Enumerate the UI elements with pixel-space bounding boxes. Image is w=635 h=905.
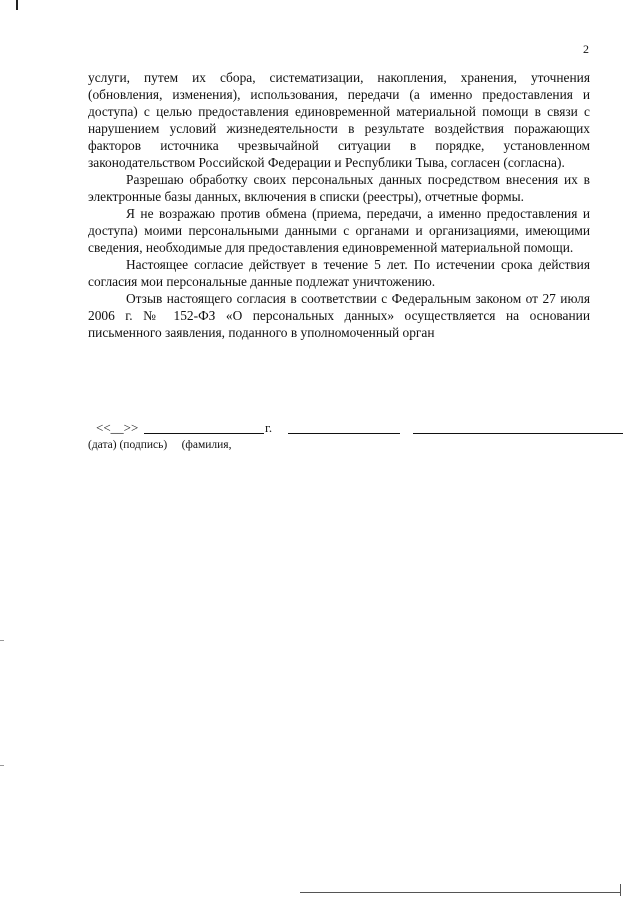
paragraph-continuation: услуги, путем их сбора, систематизации, накопления, хранения, уточнения (обновления, изменения), использования, передачи (а именно предоставления и доступа) с целью предоставления единовременной материальной помощи в связи с нарушением условий жизнедеятельности в результате воздействия поражающих факторов источника чрезвычайной ситуации в порядке, установленном законодательством Российской Федерации и Республики Тыва, согласен (согласна). (88, 70, 590, 170)
signature-captions: (дата) (подпись) (фамилия, (88, 439, 232, 451)
page-number: 2 (583, 42, 589, 56)
scan-bottom-line (300, 892, 620, 893)
signature-date-prefix: <<__>> (96, 420, 139, 435)
paragraph-data-exchange: Я не возражаю против обмена (приема, передачи, а именно предоставления и доступа) моими персональными данными с органами и организациями, имеющими сведения, необходимые для предоставления единовременной материальной помощи. (88, 206, 590, 255)
signature-blank-line (288, 433, 400, 434)
scan-edge-mark (0, 640, 4, 641)
date-blank-line (144, 433, 264, 434)
scan-bottom-tick (620, 884, 621, 896)
paragraph-revocation: Отзыв настоящего согласия в соответствии с Федеральным законом от 27 июля 2006 г. № 152-ФЗ «О персональных данных» осуществляется на основании письменного заявления, поданного в уполномоченный орган (88, 291, 590, 340)
paragraph-processing-permission: Разрешаю обработку своих персональных данных посредством внесения их в электронные базы данных, включения в списки (реестры), отчетные формы. (88, 172, 590, 204)
scan-edge-mark (16, 0, 18, 10)
scan-edge-mark (0, 765, 4, 766)
name-blank-line (413, 433, 623, 434)
paragraph-validity-term: Настоящее согласие действует в течение 5 лет. По истечении срока действия согласия мои персональные данные подлежат уничтожению. (88, 257, 590, 289)
signature-row (88, 420, 628, 436)
consent-body (88, 69, 590, 341)
signature-year-suffix: г. (265, 420, 273, 435)
